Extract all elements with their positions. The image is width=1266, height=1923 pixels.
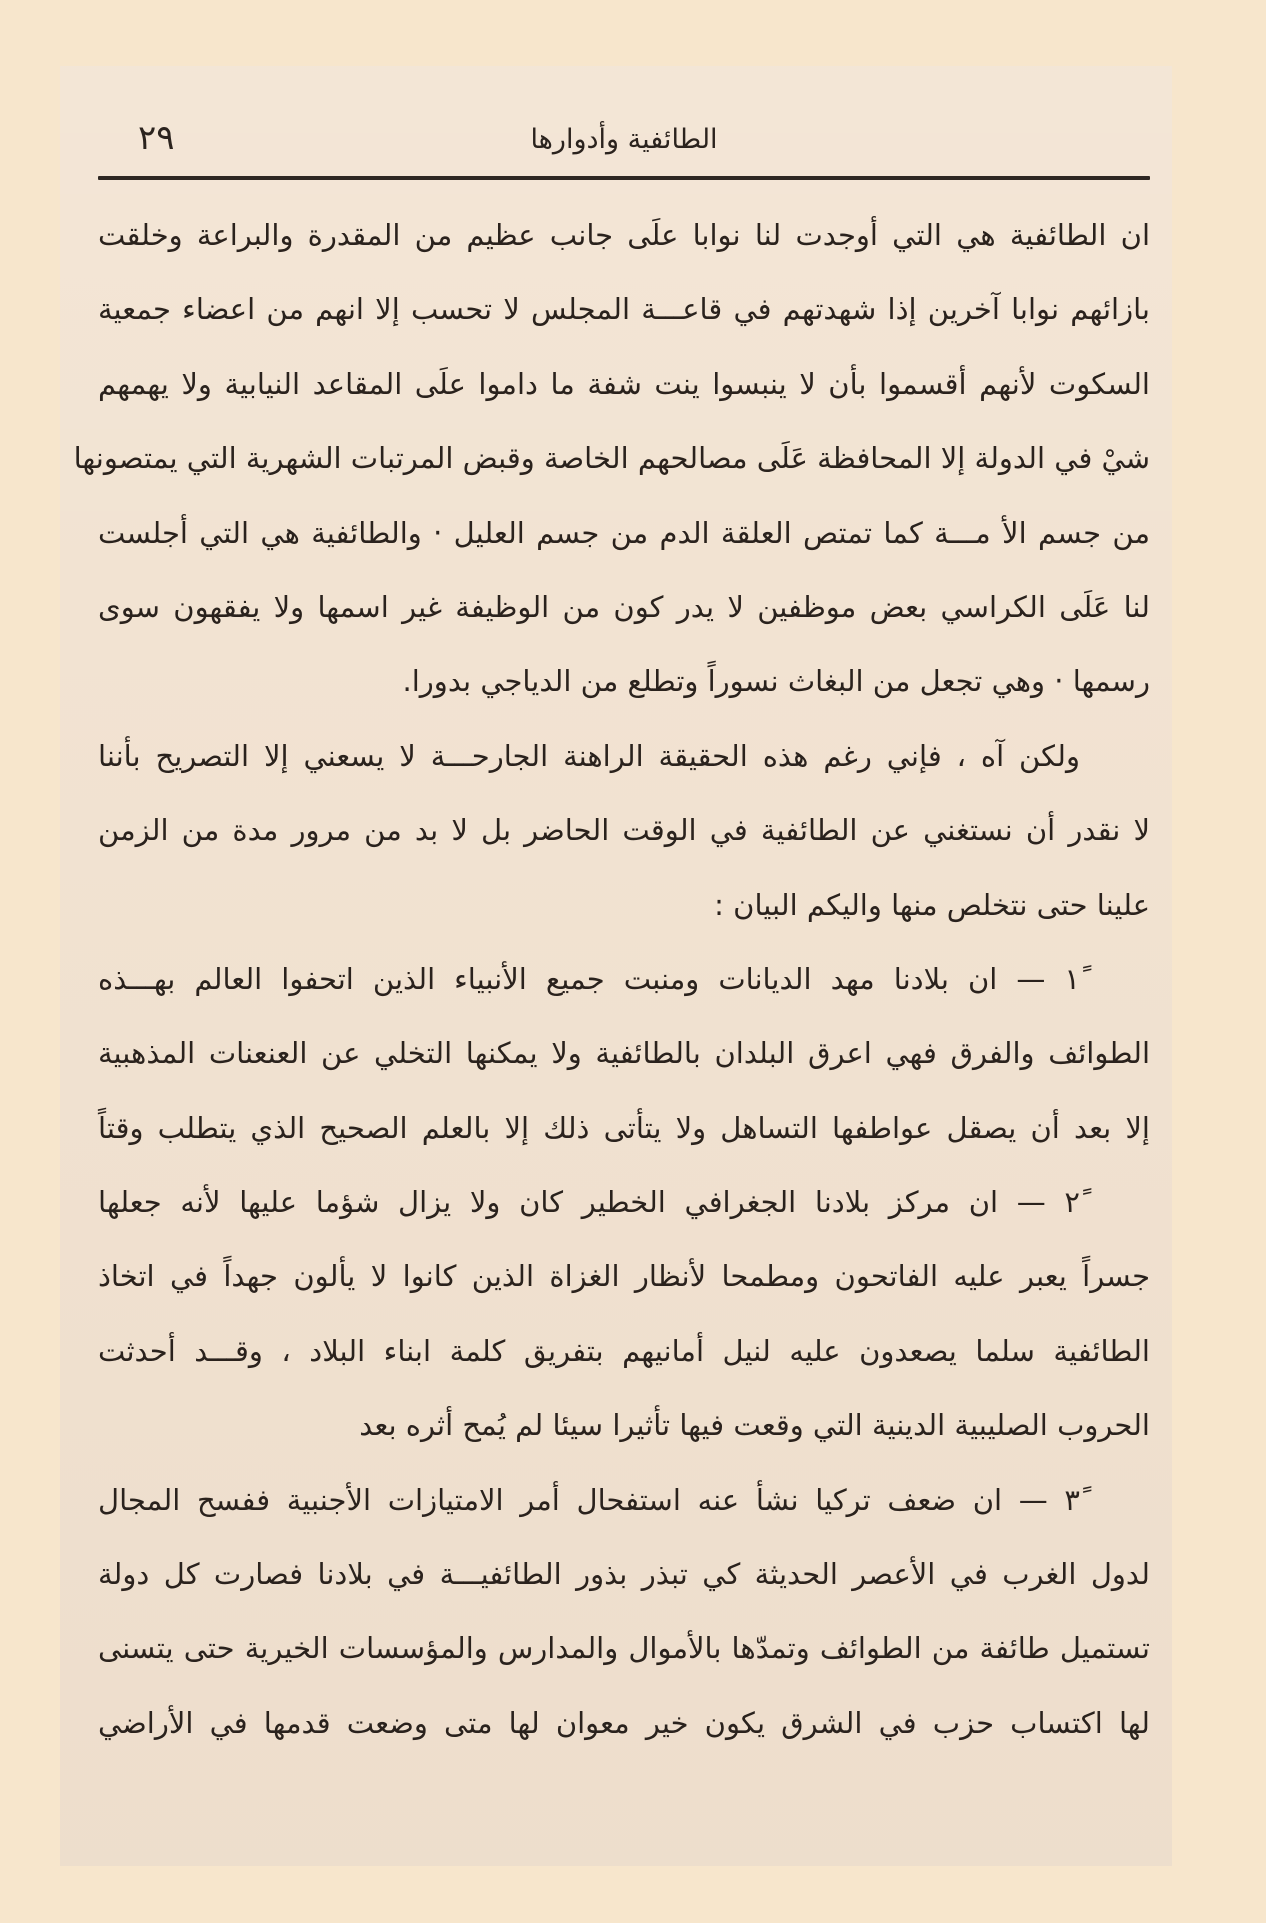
list-item-2-line: ٢ً — ان مركز بلادنا الجغرافي الخطير كان ولا يزال شؤما عليها لأنه جعلها: [98, 1185, 1080, 1220]
text-line: لنا عَلَى الكراسي بعض موظفين لا يدر كون من الوظيفة غير اسمها ولا يفقهون سوى: [98, 589, 1150, 624]
text-line: علينا حتى نتخلص منها واليكم البيان :: [714, 887, 1150, 922]
text-line: بازائهم نوابا آخرين إذا شهدتهم في قاعـــة المجلس لا تحسب إلا انهم من اعضاء جمعية: [98, 292, 1150, 327]
page-number: ٢٩: [138, 118, 175, 158]
list-item-3-line: تستميل طائفة من الطوائف وتمدّها بالأموال والمدارس والمؤسسات الخيرية حتى يتسنى: [98, 1631, 1150, 1666]
list-item-3-line: لدول الغرب في الأعصر الحديثة كي تبذر بذور الطائفيـــة في بلادنا فصارت كل دولة: [98, 1557, 1150, 1592]
text-line: ان الطائفية هي التي أوجدت لنا نوابا علَى جانب عظيم من المقدرة والبراعة وخلقت: [98, 218, 1150, 252]
page-header: [98, 118, 1150, 174]
list-item-2-line: الحروب الصليبية الدينية التي وقعت فيها تأثيرا سيئا لم يُمح أثره بعد: [359, 1408, 1150, 1443]
text-line: لا نقدر أن نستغني عن الطائفية في الوقت الحاضر بل لا بد من مرور مدة من الزمن: [98, 813, 1150, 848]
book-page: [73, 66, 1150, 1866]
text-line: السكوت لأنهم أقسموا بأن لا ينبسوا ينت شفة ما داموا علَى المقاعد النيابية ولا يهمهم: [98, 366, 1150, 401]
scanned-page: [60, 66, 1172, 1866]
list-item-2-line: الطائفية سلما يصعدون عليه لنيل أمانيهم بتفريق كلمة ابناء البلاد ، وقـــد أحدثت: [98, 1333, 1150, 1368]
text-line: رسمها · وهي تجعل من البغاث نسوراً وتطلع من الدياجي بدورا.: [402, 664, 1150, 699]
list-item-1-line: إلا بعد أن يصقل عواطفها التساهل ولا يتأتى ذلك إلا بالعلم الصحيح الذي يتطلب وقتاً: [98, 1110, 1150, 1145]
list-item-1-line: ١ً — ان بلادنا مهد الديانات ومنبت جميع الأنبياء الذين اتحفوا العالم بهـــذه: [98, 961, 1080, 996]
running-title: الطائفية وأدوارها: [530, 124, 718, 155]
body-text: [73, 198, 1150, 1760]
text-line: من جسم الأ مـــة كما تمتص العلقة الدم من جسم العليل · والطائفية هي التي أجلست: [98, 515, 1150, 550]
text-line: شيْ في الدولة إلا المحافظة عَلَى مصالحهم الخاصة وقبض المرتبات الشهرية التي يمتصونها: [73, 441, 1150, 476]
text-line: ولكن آه ، فإني رغم هذه الحقيقة الراهنة الجارحـــة لا يسعني إلا التصريح بأننا: [98, 738, 1080, 773]
list-item-3-line: ٣ً — ان ضعف تركيا نشأ عنه استفحال أمر الامتيازات الأجنبية ففسح المجال: [98, 1482, 1080, 1517]
list-item-2-line: جسراً يعبر عليه الفاتحون ومطمحا لأنظار الغزاة الذين كانوا لا يألون جهداً في اتخاذ: [98, 1259, 1150, 1294]
list-item-3-line: لها اكتساب حزب في الشرق يكون خير معوان لها متى وضعت قدمها في الأراضي: [98, 1705, 1150, 1740]
list-item-1-line: الطوائف والفرق فهي اعرق البلدان بالطائفية ولا يمكنها التخلي عن العنعنات المذهبية: [98, 1036, 1150, 1071]
header-rule: [98, 176, 1150, 180]
